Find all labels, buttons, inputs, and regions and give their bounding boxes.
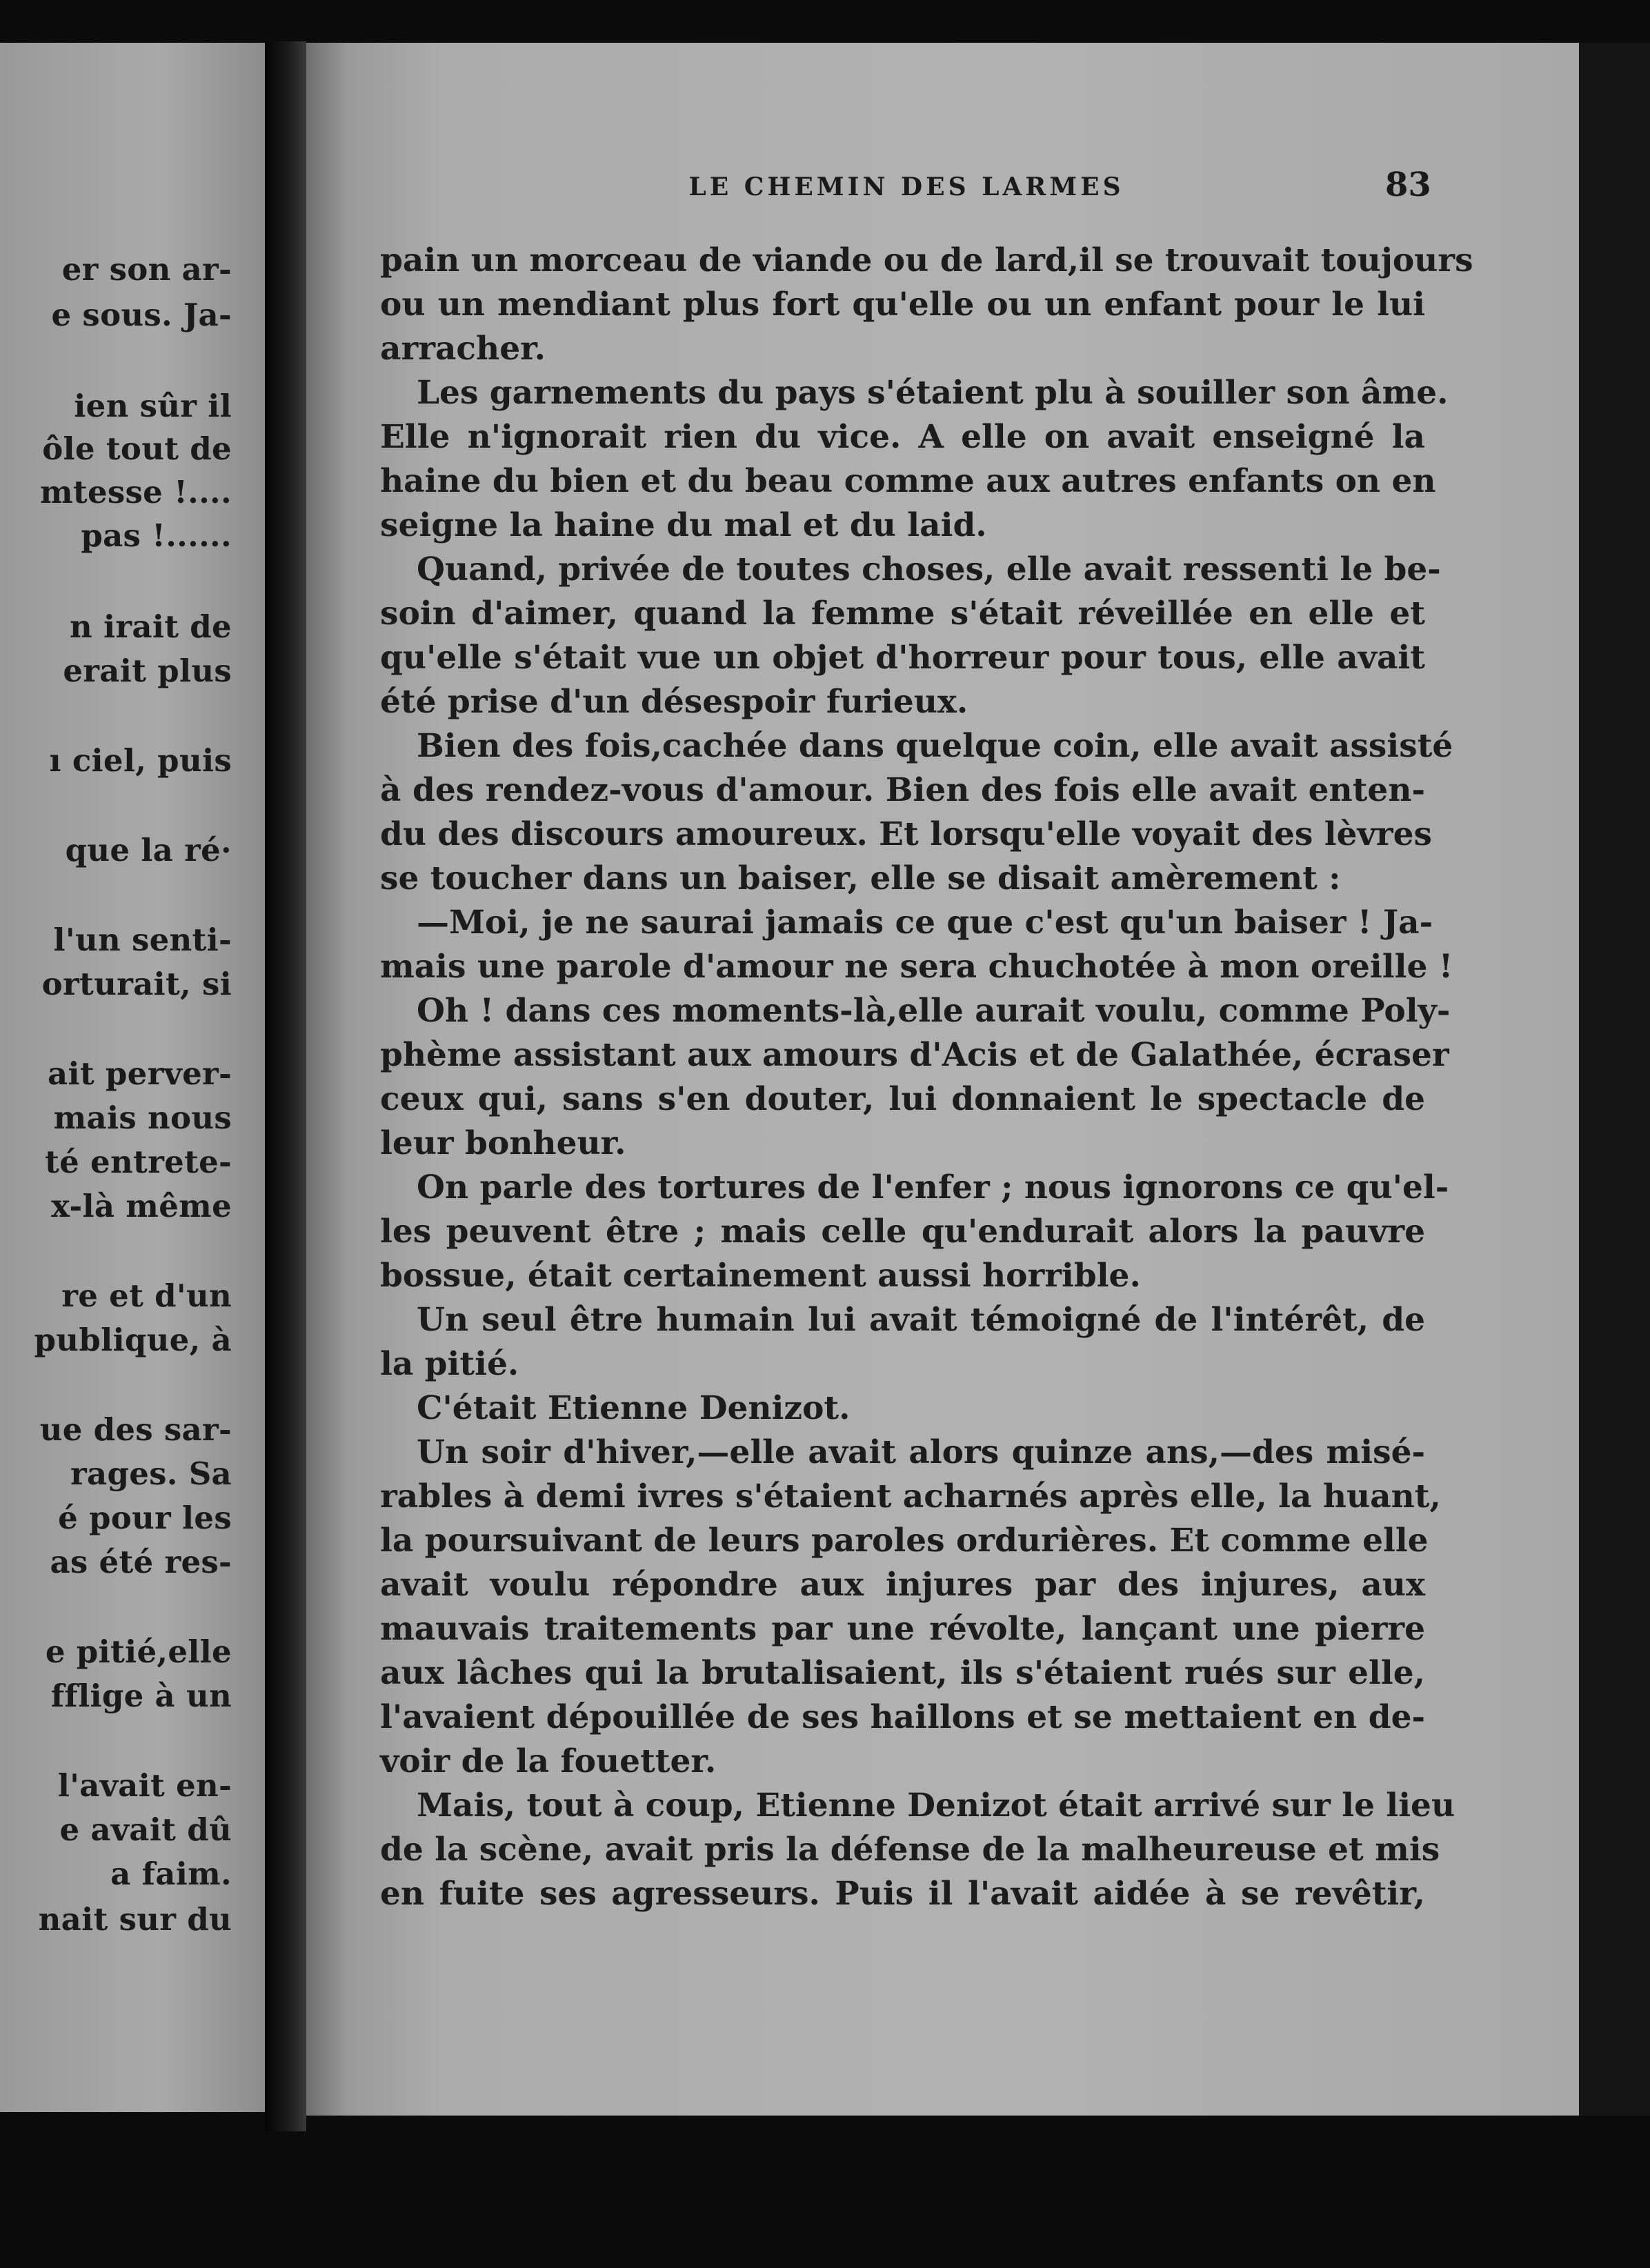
text-line: voir de la fouetter.: [380, 1742, 717, 1780]
left-page-line: l'un senti-: [53, 922, 232, 958]
text-line: l'avaient dépouillée de ses haillons et se mettaient en de-: [380, 1698, 1425, 1736]
left-page-line: pas !......: [81, 517, 232, 554]
left-page-line: erait plus: [63, 653, 232, 689]
text-line: mauvais traitements par une révolte, lançant une pierre: [380, 1610, 1425, 1648]
left-page-line: er son ar-: [61, 251, 232, 288]
text-line: haine du bien et du beau comme aux autres enfants on en: [380, 462, 1436, 500]
text-line: Un soir d'hiver,—elle avait alors quinze ans,—des misé-: [417, 1433, 1425, 1471]
left-page-line: ien sûr il: [74, 388, 232, 424]
left-page-line: fflige à un: [50, 1678, 232, 1714]
left-page-line: ı ciel, puis: [49, 742, 232, 779]
text-line: ceux qui, sans s'en douter, lui donnaient le spectacle de: [380, 1080, 1425, 1118]
left-page-line: as été res-: [50, 1544, 232, 1580]
running-head: LE CHEMIN DES LARMES: [688, 172, 1124, 201]
text-line: Oh ! dans ces moments-là,elle aurait voulu, comme Poly-: [417, 992, 1451, 1030]
left-page-line: e pitié,elle: [45, 1633, 232, 1670]
text-line: en fuite ses agresseurs. Puis il l'avait aidée à se revêtir,: [380, 1875, 1425, 1913]
text-line: Elle n'ignorait rien du vice. A elle on avait enseigné la: [380, 418, 1425, 456]
text-line: soin d'aimer, quand la femme s'était réveillée en elle et: [380, 595, 1425, 633]
text-line: leur bonheur.: [380, 1124, 626, 1162]
left-page-line: re et d'un: [61, 1277, 232, 1314]
text-line: du des discours amoureux. Et lorsqu'elle voyait des lèvres: [380, 815, 1432, 853]
left-page-line: orturait, si: [41, 966, 232, 1002]
text-line: On parle des tortures de l'enfer ; nous ignorons ce qu'el-: [417, 1168, 1449, 1206]
text-line: à des rendez-vous d'amour. Bien des fois elle avait enten-: [380, 771, 1425, 809]
text-line: été prise d'un désespoir furieux.: [380, 683, 968, 721]
left-page-line: publique, à: [34, 1322, 232, 1358]
text-line: Mais, tout à coup, Etienne Denizot était arrivé sur le lieu: [417, 1787, 1455, 1824]
text-line: de la scène, avait pris la défense de la malheureuse et mis: [380, 1831, 1440, 1869]
left-page-line: n irait de: [70, 608, 232, 645]
left-page-line: mtesse !....: [39, 474, 232, 510]
left-page-line: ôle tout de: [42, 430, 232, 467]
text-line: Un seul être humain lui avait témoigné de l'intérêt, de: [417, 1301, 1425, 1339]
scan-border: [1579, 43, 1650, 2116]
left-page-line: ue des sar-: [39, 1411, 232, 1448]
text-line: la pitié.: [380, 1345, 519, 1383]
left-page-line: e sous. Ja-: [51, 297, 232, 333]
left-page-line: té entrete-: [45, 1144, 232, 1180]
previous-page-fragment: [0, 43, 265, 2112]
text-line: Bien des fois,cachée dans quelque coin, elle avait assisté: [417, 727, 1453, 765]
text-line: la poursuivant de leurs paroles ordurières. Et comme elle: [380, 1522, 1429, 1560]
text-line: Les garnements du pays s'étaient plu à souiller son âme.: [417, 374, 1449, 412]
text-line: les peuvent être ; mais celle qu'endurait alors la pauvre: [380, 1213, 1425, 1251]
left-page-line: ait perver-: [48, 1055, 232, 1092]
text-line: qu'elle s'était vue un objet d'horreur pour tous, elle avait: [380, 639, 1425, 677]
text-line: phème assistant aux amours d'Acis et de Galathée, écraser: [380, 1036, 1449, 1074]
page-gutter-shadow: [265, 41, 306, 2131]
page-number: 83: [1385, 166, 1431, 204]
left-page-line: e avait dû: [59, 1811, 232, 1848]
text-line: avait voulu répondre aux injures par des injures, aux: [380, 1566, 1425, 1604]
left-page-line: l'avait en-: [57, 1767, 232, 1804]
left-page-line: rages. Sa: [70, 1455, 232, 1492]
text-line: bossue, était certainement aussi horrible.: [380, 1257, 1141, 1295]
text-line: mais une parole d'amour ne sera chuchotée à mon oreille !: [380, 948, 1453, 986]
left-page-line: x-là même: [51, 1188, 232, 1224]
left-page-line: nait sur du: [38, 1901, 232, 1938]
left-page-line: a faim.: [110, 1856, 232, 1892]
text-line: rables à demi ivres s'étaient acharnés après elle, la huant,: [380, 1478, 1441, 1515]
text-line: pain un morceau de viande ou de lard,il se trouvait toujours: [380, 241, 1473, 279]
text-line: arracher.: [380, 330, 546, 368]
left-page-line: mais nous: [53, 1100, 232, 1136]
text-line: aux lâches qui la brutalisaient, ils s'étaient rués sur elle,: [380, 1654, 1425, 1692]
left-page-line: que la ré·: [65, 832, 232, 868]
text-line: —Moi, je ne saurai jamais ce que c'est qu'un baiser ! Ja-: [417, 904, 1433, 942]
text-line: se toucher dans un baiser, elle se disait amèrement :: [380, 859, 1341, 897]
text-line: Quand, privée de toutes choses, elle avait ressenti le be-: [417, 550, 1441, 588]
text-line: C'était Etienne Denizot.: [417, 1389, 851, 1427]
text-line: seigne la haine du mal et du laid.: [380, 506, 987, 544]
text-line: ou un mendiant plus fort qu'elle ou un enfant pour le lui: [380, 286, 1425, 324]
left-page-line: é pour les: [58, 1500, 232, 1536]
